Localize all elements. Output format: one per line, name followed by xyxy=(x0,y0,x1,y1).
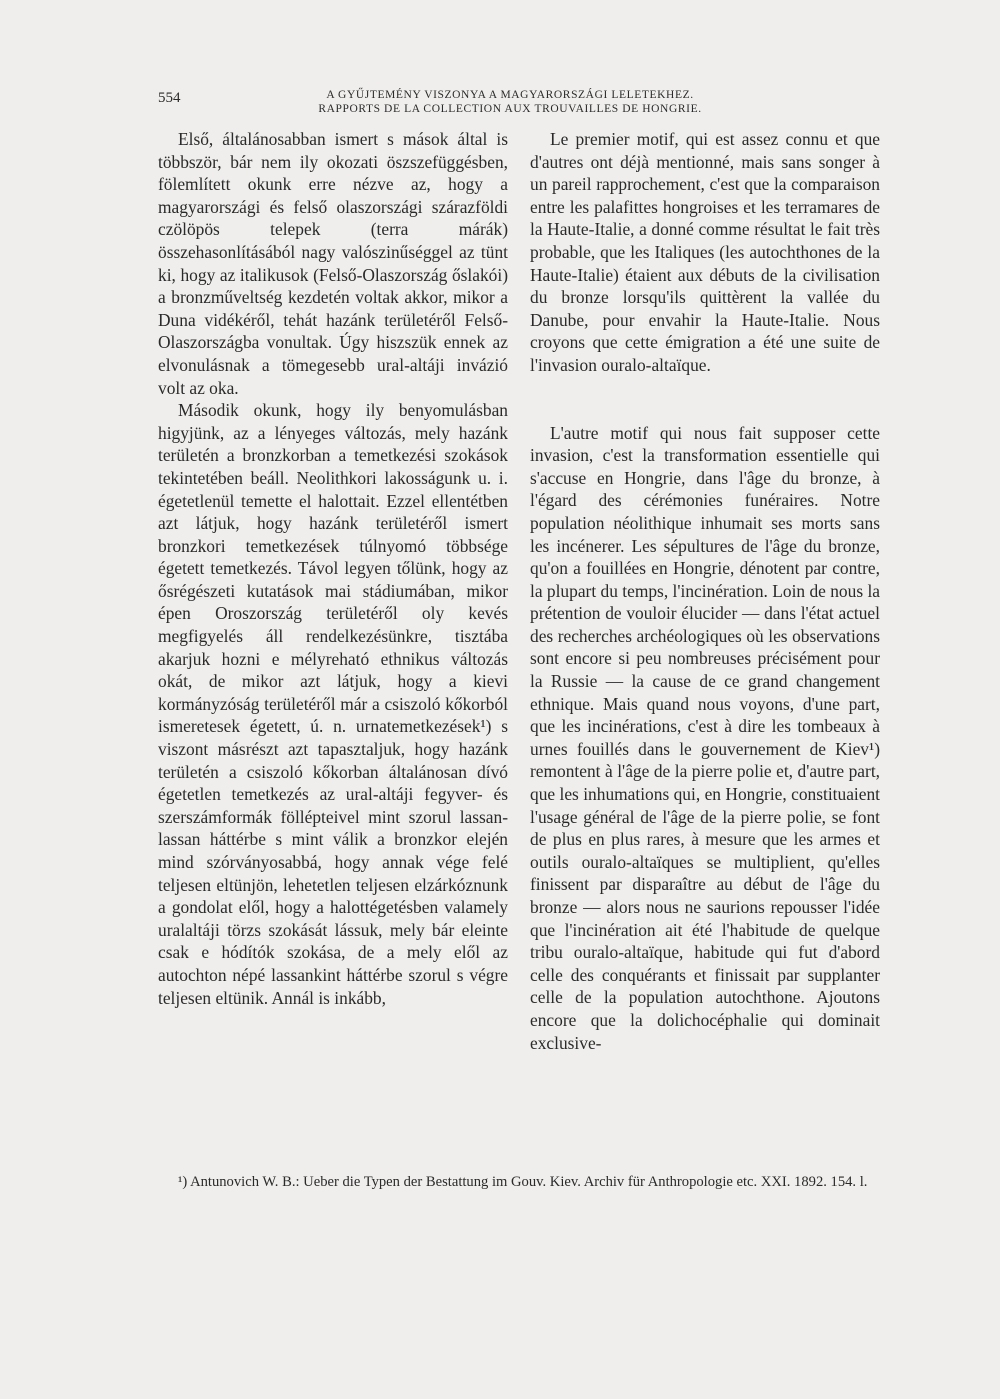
left-paragraph-1: Első, általánosabban ismert s mások által is többször, bár nem ily okozati öszszefüggésben, fölemlített okunk erre nézve az, hogy a magyarországi és felső olaszországi szárazföldi czölöpös telepek (terra márák) összehasonlításából nagy valószinűséggel az tünt ki, hogy az italikusok (Felső-Olaszország őslakói) a bronzműveltség kezdetén voltak akkor, mikor a Duna vidékéről, tehát hazánk területéről Felső-Olaszországba vonultak. Úgy hiszszük ennek az elvonulásnak a tömegesebb ural-altáji invázió volt az oka. xyxy=(158,129,508,398)
left-column xyxy=(158,128,508,1009)
right-column xyxy=(530,128,880,1054)
right-paragraph-2: L'autre motif qui nous fait supposer cette invasion, c'est la transformation essentielle qui s'accuse en Hongrie, dans l'âge du bronze, à l'égard des cérémonies funéraires. Notre population néolithique inhumait ses morts sans les incénerer. Les sépultures de l'âge du bronze, qu'on a fouillées en Hongrie, dénotent par contre, la plupart du temps, l'incinération. Loin de nous la prétention de vouloir élucider — dans l'état actuel des recherches archéologiques où les observations sont encore si peu nombreuses précisément pour la Russie — la cause de ce grand changement ethnique. Mais quand nous voyons, d'une part, que les incinérations, c'est à dire les tombeaux à urnes fouillés dans le gouvernement de Kiev¹) remontent à l'âge de la pierre polie et, d'autre part, que les inhumations qui, en Hongrie, constituaient l'usage général de l'âge de la pierre polie, se font de plus en plus rares, à mesure que les armes et outils ouralo-altaïques se multiplient, qu'elles finissent par disparaître au début de l'âge du bronze — alors nous ne saurions repousser l'idée que l'incinération ait été l'habitude de quelque tribu ouralo-altaïque, habitude qui fut d'abord celle des conquérants et finissait par supplanter celle de la population autochthone. Ajoutons encore que la dolichocéphalie qui dominait exclusive- xyxy=(530,422,880,1053)
page-number: 554 xyxy=(158,90,181,106)
running-head xyxy=(200,88,820,116)
running-head-hungarian: A GYŰJTEMÉNY VISZONYA A MAGYARORSZÁGI LELETEKHEZ. xyxy=(326,89,694,101)
footnote-text: ¹) Antunovich W. B.: Ueber die Typen der Bestattung im Gouv. Kiev. Archiv für Anthropologie etc. XXI. 1892. 154. l. xyxy=(178,1174,868,1190)
footnote xyxy=(158,1172,880,1193)
left-paragraph-2: Második okunk, hogy ily benyomulásban higyjünk, az a lényeges változás, mely hazánk területén a bronzkorban a temetkezési szokások tekintetében beáll. Neolithkori lakosságunk u. i. égetetlenül temette el halottait. Ezzel ellentétben azt látjuk, hogy hazánk területéről ismert bronzkori temetkezések túlnyomó többsége égetett temetkezés. Távol legyen tőlünk, hogy az ősrégészeti kutatások mai stádiumában, mikor épen Oroszország területéről oly kevés megfigyelés áll rendelkezésünkre, tisztába akarjuk hozni e mélyreható ethnikus változás okát, de mikor azt látjuk, hogy a kievi kormányzóság területéről már a csiszoló kőkorból ismeretesek égetett, ú. n. urnatemetkezések¹) s viszont másrészt azt tapasztaljuk, hogy hazánk területén a csiszoló kőkorban általánosan dívó égetetlen temetkezés az ural-altáji fegyver- és szerszámformák föllépteivel mint szorul lassan-lassan háttérbe s mint válik a bronzkor elején mind szórványosabbá, hogy annak vége felé teljesen eltünjön, lehetetlen teljesen elzárkóznunk a gondolat elől, hogy a halottégetésben valamely uralaltáji törzs szokását lássuk, mely bár eleinte csak e hódítók szokása, de a mely elől az autochton népé lassankint háttérbe szorul s végre teljesen eltünik. Annál is inkább, xyxy=(158,400,508,1008)
running-head-french: RAPPORTS DE LA COLLECTION AUX TROUVAILLES DE HONGRIE. xyxy=(318,103,702,115)
paragraph-gap xyxy=(530,377,880,422)
right-paragraph-1: Le premier motif, qui est assez connu et que d'autres ont déjà mentionné, mais sans songer à un pareil rapprochement, c'est que la comparaison entre les palafittes hongroises et les terramares de la Haute-Italie, a donné comme résultat le fait très probable, que les Italiques (les autochthones de la Haute-Italie) étaient aux débuts de la civilisation du bronze lorsqu'ils quittèrent la vallée du Danube, pour envahir la Haute-Italie. Nous croyons que cette émigration a été une suite de l'invasion ouralo-altaïque. xyxy=(530,129,880,375)
